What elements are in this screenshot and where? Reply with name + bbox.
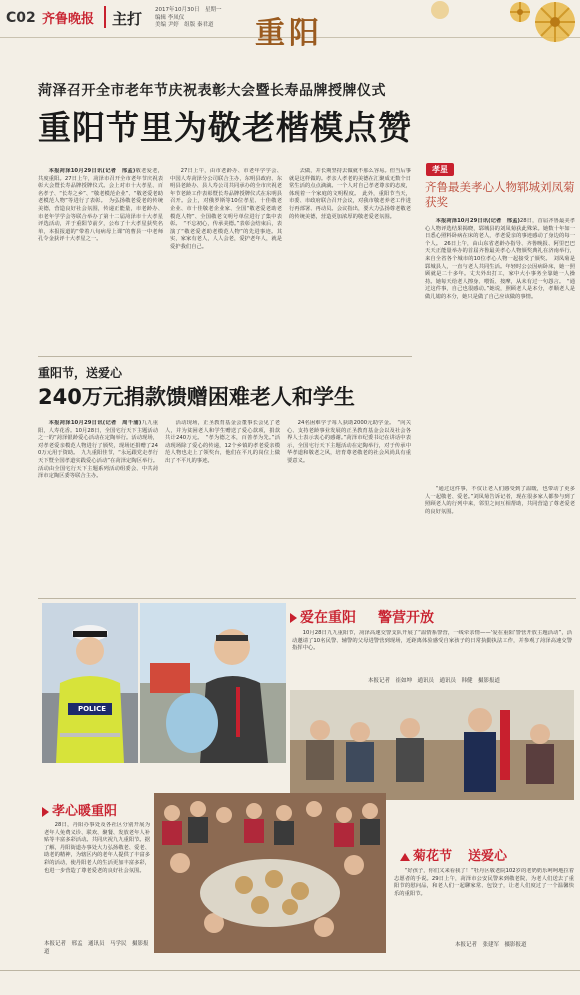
police-body: 10月28日九九重阳节，菏泽高速交警支队开展了“温情系警营，一线牵亲情——‘爱在重阳’警营开放主题活动”，活动邀请了10名民警、辅警的父母进警营到现场，近距离体验感受自家孩子的日常执勤执法工作，并参观了菏泽高速交警指挥中心。 xyxy=(292,630,572,652)
lead-column-3: 去做，并长期坚持去做就不那么容易。但当后事就是这样做的。孝亲人孝老的美德在汇聚成无数个日常生活的点点滴滴。一个人对自己孝老尊亲的态度，体现着一个家庭的文明程度。 此外，重阳节当天，市委、市政府联合召开会议，对我市敬老养老工作进行再部署、再动员。会议指出，要大力弘扬尊老敬老的传统美德，营造更加浓厚的敬老爱老氛围。 xyxy=(289,168,411,220)
police-parent-photo xyxy=(140,603,286,763)
police-title xyxy=(290,607,434,627)
page-bottom-rule xyxy=(0,970,580,971)
chrysanthemum-title: 菊花节 送爱心 xyxy=(400,845,507,864)
paper-name: 齐鲁晚报 xyxy=(42,12,95,27)
sidebar-note: “通过这件事，不仅让老人们感受到了温暖，也带动了更多人一起敬老、爱老。”刘凤菊告诉记者，现在很多家人都参与到了照顾老人的行列中来，邻里之间互相帮助，共同营造了尊老爱老的良好氛围。 xyxy=(425,486,575,515)
lead-headline: 重阳节里为敬老楷模点赞 xyxy=(38,108,412,147)
sidebar-divider xyxy=(418,160,419,600)
filial-title: 孝心暖重阳 xyxy=(42,800,117,819)
issue-info xyxy=(155,7,222,30)
chrysanthemum-byline: 本报记者 张建军 摄影报道 xyxy=(455,942,527,948)
header-divider xyxy=(104,6,106,28)
issue-date: 2017年10月30日 星期一 xyxy=(155,7,222,13)
donation-column-2: 活动现场，正圣教育基金会董事长会见了老人，并为贫困老人和学生赠送了爱心款项，捐款共计240万元。 “孝为德之本，百善孝为先。”活动现场除了爱心的传递，12个乡镇的孝老爱亲模范人物也走上了领奖台，他们在平凡的岗位上做出了不平凡的事迹。 xyxy=(165,420,280,464)
issue-designer: 美编 尹婷 组版 秦君道 xyxy=(155,22,214,28)
banner-title: 重阳 xyxy=(255,16,323,51)
triangle-icon xyxy=(290,613,297,623)
lead-kicker: 菏泽召开全市老年节庆祝表彰大会暨长寿品牌授牌仪式 xyxy=(38,83,386,99)
donation-byline: 本报菏泽10月29日讯(记者 周千浦) xyxy=(48,420,142,426)
donation-headline: 240万元捐款馈赠困难老人和学生 xyxy=(38,385,355,409)
triangle-icon xyxy=(42,807,49,817)
chrysanthemum-body: “好孩子，你们又来看我了！”牡丹区敬老院102岁的老奶奶乐呵呵地拉着志愿者的手说。29日上午，菏泽市公安民警来到敬老院，为老人们送去了重阳节的慰问品，和老人们一起聊家常、包饺子，让老人们度过了一个温馨快乐的重阳节。 xyxy=(394,868,574,897)
filial-byline: 本报记者 邢孟 通讯员 马学民 摄影报道 xyxy=(44,941,149,955)
chrysanthemum-decoration xyxy=(420,0,580,92)
police-visit-photo xyxy=(290,690,574,800)
lead-byline: 本报菏泽10月29日讯(记者 邢孟) xyxy=(48,168,136,174)
police-officer-photo xyxy=(42,603,138,763)
page-header xyxy=(0,0,580,51)
issue-editor: 编辑 李凤仪 xyxy=(155,14,185,21)
sidebar-tag: 孝星 xyxy=(426,163,454,176)
donation-column-3: 24名困难学子每人获助2000元助学金。 “向关心、支持老龄事业发展的正圣教育基金会以及社会各界人士表示衷心的感谢。”菏泽市纪委书记在讲话中表示，全国宅行天下主题活动在定陶举行，对于传承中华孝道和敬老之风，培育尊老敬老的社会风尚具有重要意义。 xyxy=(287,420,411,464)
section-name: 主打 xyxy=(112,10,143,28)
sidebar-headline: 齐鲁最美孝心人物郓城刘凤菊获奖 xyxy=(425,180,575,209)
police-vest-label: POLICE xyxy=(77,705,107,713)
sidebar-byline: 本报菏泽10月29日讯(记者 邢孟) xyxy=(435,218,520,224)
donation-column-1: 本报菏泽10月29日讯(记者 周千浦)九九重阳，人寿花香。10月28日，全国宅行天下主题活动之一的“菏泽银龄爱心活动在定陶举行。活动现场，对孝老爱亲模范人物进行了颁奖，现场还捐赠了240万元用于资助。 九九重阳佳节，“永远跟党走孝行天下暨全国孝道实践爱心活动”在菏泽定陶区举行。活动由全国宅行天下主题系列活动组委会、中共菏泽市定陶区委等联合主办。 xyxy=(38,420,158,480)
filial-banquet-photo xyxy=(154,793,386,953)
police-byline: 本报记者 崔如坤 通讯员 通讯员 韩健 摄影报道 xyxy=(368,678,501,684)
police-title-b: 警营开放 xyxy=(378,610,434,626)
section-rule-2 xyxy=(38,598,576,599)
filial-body: 28日，丹阳办事处及各社区分别开展为老年人免费义诊、联欢、聚餐、发放老年人补贴等丰富多彩活动。共同庆祝九九重阳节。据了解，丹阳街道办事处大力弘扬敬老、爱老、助老的精神，为辖区内的老年人提供了丰富多彩的活动，使丹阳老人的生活更加丰富多彩，也进一步营造了尊老爱老的良好社会氛围。 xyxy=(44,822,150,874)
triangle-up-icon xyxy=(400,853,410,861)
lead-column-1: 本报菏泽10月29日讯(记者 邢孟)敬老爱老，共度重阳。27日上午，菏泽市召开全市老年节庆祝表彰大会暨长寿品牌授牌仪式。会上对市十大孝星、百名孝子、“长寿之乡”、“敬老模范企业”、“敬老爱老助老模范人物”等进行了表彰。 为弘扬敬老爱老的传统美德，营造良好社会氛围，传递正能量，市老龄办、市老年学学会等联合举办了第十二届菏泽市十大孝星评选活动，并于重阳节前夕，公布了十大孝星获奖名单，本报报道的“带着八旬病母上课”的曹县一中老师孔令金获评十大孝星之一。 xyxy=(38,168,163,243)
page-number: C02 xyxy=(6,10,36,26)
section-rule-1 xyxy=(38,356,412,357)
lead-column-2: 27日上午，由市老龄办、市老年学学会、中国人寿菏泽分公司联合主办，东明县政府、东明县老龄办、县人寿公司共同承办的全市庆祝老年节老龄工作表彰暨长寿品牌授牌仪式在东明县召开。会上，对俄罗斯等10位孝星、十佳敬老企业、市十佳敬老企业家、全国“敬老爱老助老模范人物”、全国敬老文明号单位进行了集中表彰。 “不忘初心，传承美德。”表彰会结束后，表演了“敬老爱老助老模范人物”的先进事迹。其实，家家有老人，人人会老，爱护老年人，就是爱护我们自己。 xyxy=(170,168,282,250)
sidebar-body: 本报菏泽10月29日讯(记者 邢孟)28日，首届齐鲁最美孝心人物评选结果揭晓，郓城县的刘凤菊获此殊荣。她数十年如一日悉心照料卧病在床的老人，孝老爱亲的事迹感动了身边的每一个人。 26日上午，由山东省老龄办指导、齐鲁晚报、阿里巴巴天天正能量举办的首届齐鲁最美孝心人物颁奖典礼在济南举行，来自全省各个城市的10位孝心人物一起接受了颁奖。 刘凤菊是郓城县人，一直与老人共同生活。年轻时公公因病卧床，她一照顾就是二十多年。丈夫外出打工，家中大小事务全靠她一人操持。她每天给老人擦身、喂饭、按摩，从未有过一句怨言。 “通过这件事，自己也很感动。”她说，照顾老人是本分，孝顺老人是做儿媳的本分，她只是做了自己应该做的事情。 xyxy=(425,218,575,300)
donation-kicker: 重阳节，送爱心 xyxy=(38,366,123,380)
police-title-a: 爱在重阳 xyxy=(300,610,356,626)
